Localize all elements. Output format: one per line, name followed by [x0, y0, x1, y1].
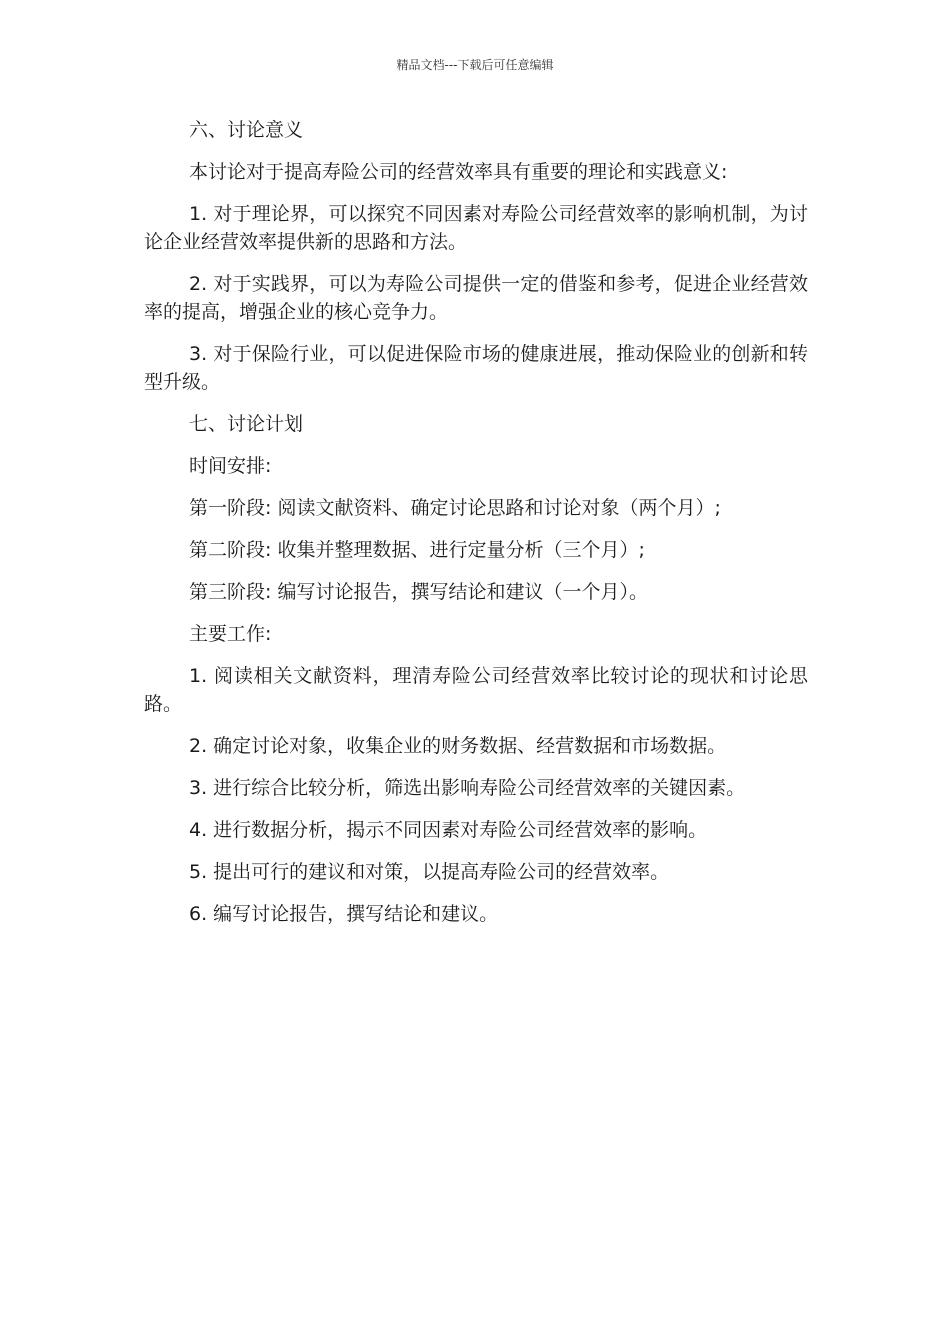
schedule-phase-3: 第三阶段: 编写讨论报告，撰写结论和建议（一个月）。 [189, 581, 648, 603]
work-item-5: 5. 提出可行的建议和对策，以提高寿险公司的经营效率。 [189, 861, 670, 883]
subheading-main-work: 主要工作: [189, 623, 272, 645]
list-item-industry: 3. 对于保险行业，可以促进保险市场的健康进展，推动保险业的创新和转型升级。 [144, 343, 808, 393]
schedule-phase-1: 第一阶段: 阅读文献资料、确定讨论思路和讨论对象（两个月）; [189, 497, 721, 519]
work-item-3: 3. 进行综合比较分析，筛选出影响寿险公司经营效率的关键因素。 [189, 777, 746, 799]
work-item-2: 2. 确定讨论对象，收集企业的财务数据、经营数据和市场数据。 [189, 735, 727, 757]
paragraph-intro: 本讨论对于提高寿险公司的经营效率具有重要的理论和实践意义: [189, 161, 728, 183]
subheading-schedule: 时间安排: [189, 455, 272, 477]
work-item-4: 4. 进行数据分析，揭示不同因素对寿险公司经营效率的影响。 [189, 819, 708, 841]
page-header: 精品文档---下载后可任意编辑 [396, 58, 554, 72]
section-heading-significance: 六、讨论意义 [189, 119, 304, 141]
work-item-6: 6. 编写讨论报告，撰写结论和建议。 [189, 903, 499, 925]
work-item-1: 1. 阅读相关文献资料，理清寿险公司经营效率比较讨论的现状和讨论思路。 [144, 665, 808, 715]
list-item-theory: 1. 对于理论界，可以探究不同因素对寿险公司经营效率的影响机制，为讨论企业经营效率提供新的思路和方法。 [144, 203, 808, 253]
schedule-phase-2: 第二阶段: 收集并整理数据、进行定量分析（三个月）; [189, 539, 645, 561]
list-item-practice: 2. 对于实践界，可以为寿险公司提供一定的借鉴和参考，促进企业经营效率的提高，增强企业的核心竞争力。 [144, 273, 808, 323]
document-body [144, 116, 808, 942]
section-heading-plan: 七、讨论计划 [189, 413, 304, 435]
